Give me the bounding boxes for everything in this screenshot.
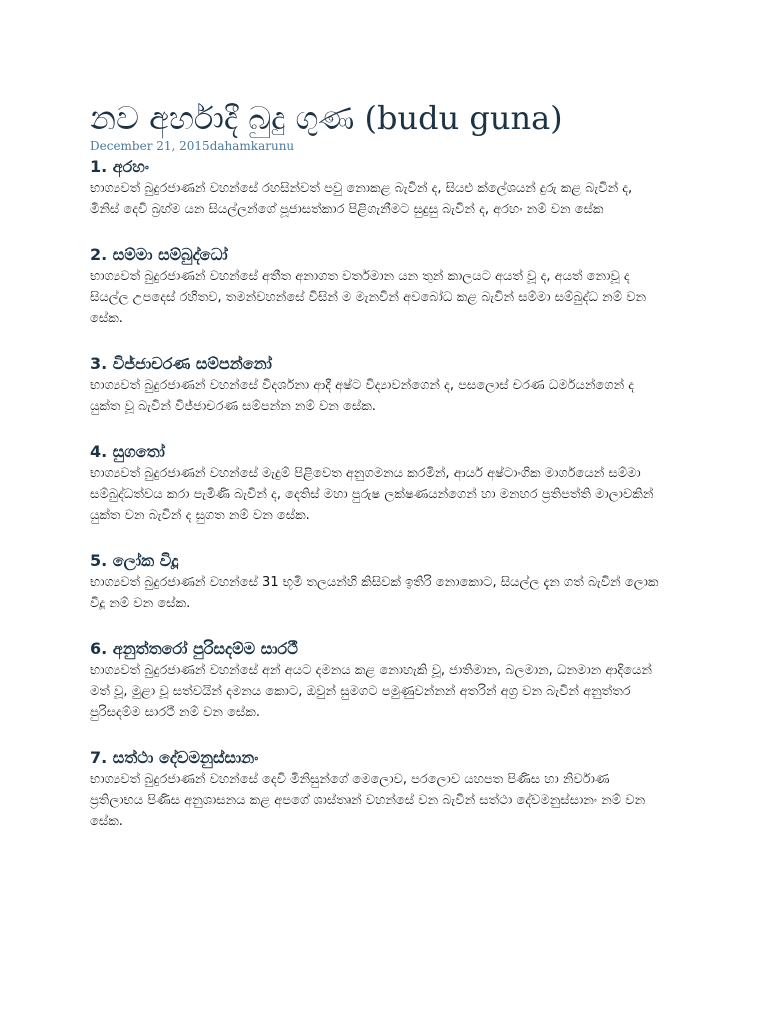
section-heading: 3. විජ්ජාචරණ සම්පන්නෝ [90, 354, 272, 373]
section-sattha [90, 745, 664, 832]
section-body: භාග්‍යවත් බුදුරජාණන් වහන්සේ දෙවි මිනිසුන්ගේ මෙලොව, පරලොව යහපත පිණිස හා නිර්වාණ ප්‍රතිලාභය පිණිස අනුශාසනය කළ අපගේ ශාස්තෘන් වහන්සේ වන බැවින් සත්ථා දේවමනුස්සානං නම් වන සේක. [90, 772, 646, 829]
section-vijjacharana [90, 351, 664, 417]
section-body: භාග්‍යවත් බුදුරජාණන් වහන්සේ අතීත අනාගත වර්තමාන යන තුන් කාලයට අයත් වූ ද, අයත් නොවූ ද සියල්ල උපදෙස් රහිතව, තමන්වහන්සේ විසින් ම මැනවින් අවබෝධ කළ බැවින් සම්මා සම්බුද්ධ නම් වන සේක. [90, 269, 647, 326]
section-anuttaro [90, 636, 664, 723]
section-heading: 2. සම්මා සම්බුද්ධෝ [90, 245, 228, 264]
section-heading: 6. අනුත්තරෝ පුරිසදම්ම සාරථී [90, 639, 298, 658]
section-sugato [90, 439, 664, 526]
section-heading: 7. සත්ථා දේවමනුස්සානං [90, 748, 259, 767]
post-meta [90, 138, 664, 154]
section-body: භාග්‍යවත් බුදුරජාණන් වහන්සේ අන් අයට දමනය කළ නොහැකි වූ, ජාතිමාන, බලමාන, ධනමාන ආදියෙන් මත් වූ, මුළා වූ සත්වයින් දමනය කොට, ඔවුන් සුමගට පමුණුවන්නන් අතරින් අග්‍ර වන බැවින් අනුත්තර පුරිසදම්ම සාරථී නම් වන සේක. [90, 663, 652, 720]
section-body: භාග්‍යවත් බුදුරජාණන් වහන්සේ රහසින්වත් පවු නොකළ බැවින් ද, සියළු ක්ලේශයන් දුරු කළ බැවින් ද, මිනිස් දෙවි බ්‍රහ්ම යන සියල්ලන්ගේ පූජාසත්කාර පිළිගැනීමට සුදුසු බැවින් ද, අරහං නම් වන සේක [90, 181, 633, 217]
section-heading: 4. සුගතෝ [90, 442, 165, 461]
post-author: dahamkarunu [209, 139, 295, 153]
section-heading: 1. අරහං [90, 157, 149, 176]
section-samma-sambuddho [90, 242, 664, 329]
section-loka-vidu [90, 548, 664, 614]
section-arahan [90, 154, 664, 220]
section-body: භාග්‍යවත් බුදුරජාණන් වහන්සේ විදර්ශනා ආදී අෂ්ට විද්‍යාවන්ගෙන් ද, පසලොස් චරණ ධර්මයන්ගෙන් ද යුක්ත වූ බැවින් විජ්ජාචරණ සම්පන්න නම් වන සේක. [90, 378, 635, 414]
section-body: භාග්‍යවත් බුදුරජාණන් වහන්සේ 31 භූමි තලයන්හි කිසිවක් ඉතිරි නොකොට, සියල්ල දැන ගත් බැවින් ලොක විදූ නම් වන සේක. [90, 575, 659, 611]
page-title: නව අර්හාදී බුදු ගුණ (budu guna) [90, 99, 563, 137]
post-date: December 21, 2015 [90, 139, 210, 153]
section-heading: 5. ලෝක විදූ [90, 551, 179, 570]
section-body: භාග්‍යවත් බුදුරජාණන් වහන්සේ මැදුම් පිළිවෙත අනුගමනය කරමින්, ආර්ය අෂ්ටාංගික මාර්ගයෙන් සම්මා සම්බුද්ධත්වය කරා පැමිණි බැවින් ද, දෙතිස් මහා පුරුෂ ලක්ෂණයන්ගෙන් හා මනහර ප්‍රතිපත්ති මාලාවකින් යුක්ත වන බැවින් ද සුගත නම් වන සේක. [90, 466, 654, 523]
